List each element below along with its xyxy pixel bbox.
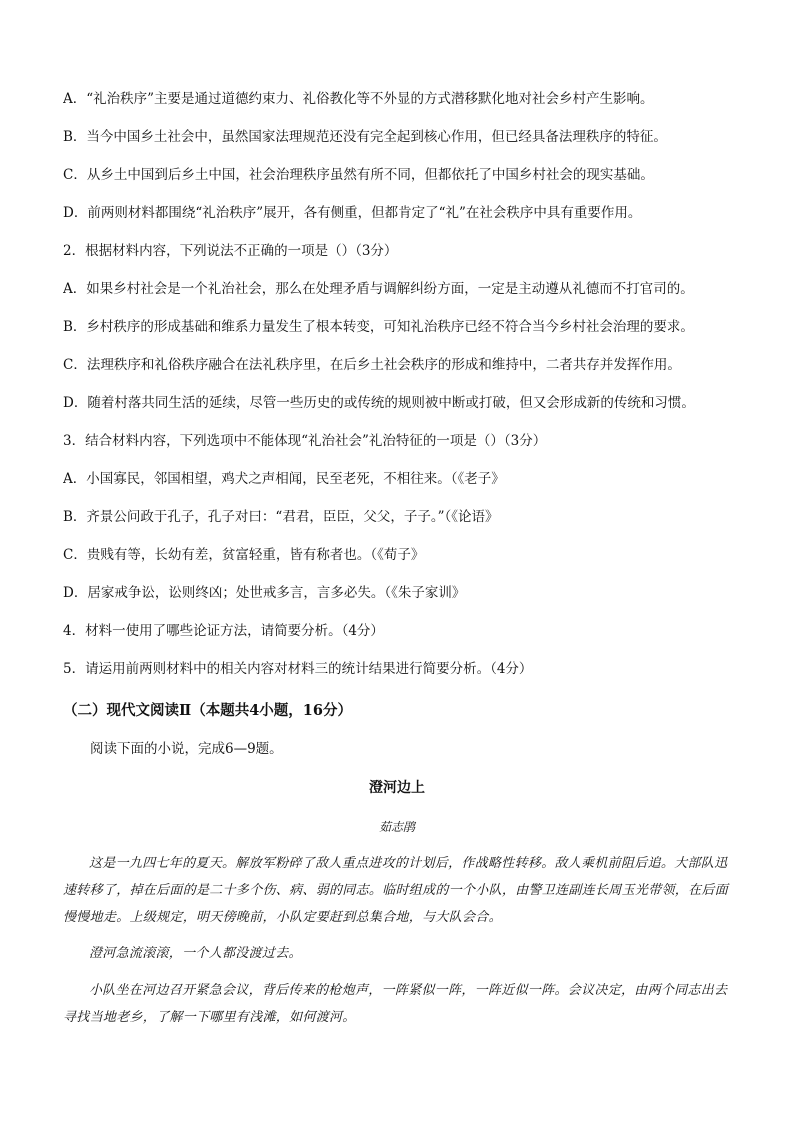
story-author: 茹志鹃 xyxy=(378,820,415,834)
q4-stem: 4．材料一使用了哪些论证方法，请简要分析。（4分） xyxy=(63,623,384,639)
q3-option-d: D．居家戒争讼，讼则终凶；处世戒多言，言多必失。（《朱子家训》 xyxy=(63,585,466,601)
story-paragraph: 小队坐在河边召开紧急会议，背后传来的枪炮声，一阵紧似一阵，一阵近似一阵。会议决定，由两个同志出去寻找当地老乡，了解一下哪里有浅滩，如何渡河。 xyxy=(63,983,728,1025)
q1-option-b: B．当今中国乡土社会中，虽然国家法理规范还没有完全起到核心作用，但已经具备法理秩序的特征。 xyxy=(63,129,667,145)
q5-stem: 5．请运用前两则材料中的相关内容对材料三的统计结果进行简要分析。（4分） xyxy=(63,661,533,677)
q2-option-a: A．如果乡村社会是一个礼治社会，那么在处理矛盾与调解纠纷方面，一定是主动遵从礼德而不打官司的。 xyxy=(63,281,694,297)
reading-instruction: 阅读下面的小说，完成6—9题。 xyxy=(90,741,283,757)
q2-option-c: C．法理秩序和礼俗秩序融合在法礼秩序里，在后乡土社会秩序的形成和维持中，二者共存并发挥作用。 xyxy=(63,357,681,373)
story-title: 澄河边上 xyxy=(369,780,425,796)
q3-stem: 3．结合材料内容，下列选项中不能体现“礼治社会”礼治特征的一项是（）（3分） xyxy=(63,433,547,449)
q2-option-d: D．随着村落共同生活的延续，尽管一些历史的或传统的规则被中断或打破，但又会形成新的传统和习惯。 xyxy=(63,395,695,411)
q1-option-d: D．前两则材料都围绕“礼治秩序”展开，各有侧重，但都肯定了“礼”在社会秩序中具有重要作用。 xyxy=(63,205,642,221)
q1-option-a: A．“礼治秩序”主要是通过道德约束力、礼俗教化等不外显的方式潜移默化地对社会乡村产生影响。 xyxy=(63,91,654,107)
q2-option-b: B．乡村秩序的形成基础和维系力量发生了根本转变，可知礼治秩序已经不符合当今乡村社会治理的要求。 xyxy=(63,319,694,335)
story-paragraph: 澄河急流滚滚，一个人都没渡过去。 xyxy=(89,946,302,961)
section-heading: （二）现代文阅读Ⅱ（本题共4小题，16分） xyxy=(63,702,352,719)
story-paragraph: 这是一九四七年的夏天。解放军粉碎了敌人重点进攻的计划后，作战略性转移。敌人乘机前阻后追。大部队迅速转移了，掉在后面的是二十多个伤、病、弱的同志。临时组成的一个小队，由警卫连副连长周玉光带领，在后面慢慢地走。上级规定，明天傍晚前，小队定要赶到总集合地，与大队会合。 xyxy=(63,856,729,925)
q2-stem: 2．根据材料内容，下列说法不正确的一项是（）（3分） xyxy=(63,243,398,259)
q3-option-b: B．齐景公问政于孔子，孔子对曰：“君君，臣臣，父父，子子。”（《论语》 xyxy=(63,509,499,525)
q3-option-a: A．小国寡民，邻国相望，鸡犬之声相闻，民至老死，不相往来。（《老子》 xyxy=(63,471,505,487)
q1-option-c: C．从乡土中国到后乡土中国，社会治理秩序虽然有所不同，但都依托了中国乡村社会的现实基础。 xyxy=(63,167,654,183)
q3-option-c: C．贵贱有等，长幼有差，贫富轻重，皆有称者也。（《荀子》 xyxy=(63,547,425,563)
